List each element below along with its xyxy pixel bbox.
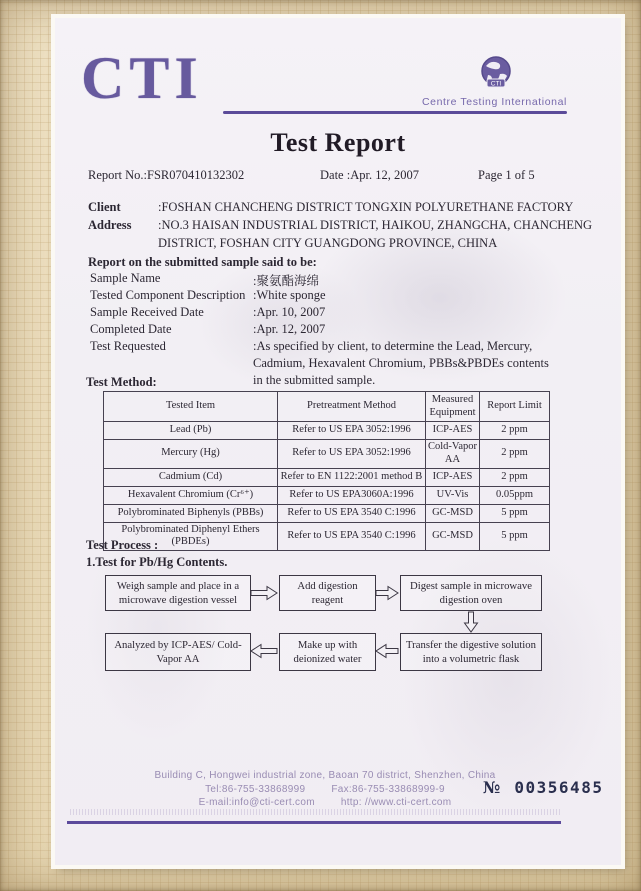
test-requested-line-3: in the submitted sample. (253, 373, 376, 387)
test-process-flowchart (103, 575, 549, 671)
pretreatment-method: Refer to US EPA 3052:1996 (278, 422, 426, 440)
page-indicator: Page 1 of 5 (478, 168, 535, 182)
serial-number-stamp (483, 778, 603, 797)
test-process-heading: Test Process : (86, 538, 159, 552)
report-number: Report No.:FSR070410132302 (88, 168, 245, 182)
measured-equipment: ICP-AES (426, 422, 480, 440)
footer-tel: Tel:86-755-33868999 (205, 783, 306, 795)
footer-address: Building C, Hongwei industrial zone, Baoan 70 district, Shenzhen, China (154, 770, 496, 781)
sample-name-value: :聚氨酯海绵 (253, 274, 319, 288)
report-limit: 2 ppm (480, 468, 550, 486)
table-header-row (104, 392, 550, 422)
report-limit: 0.05ppm (480, 486, 550, 504)
numero-sign: № (483, 778, 501, 797)
tested-item: Cadmium (Cd) (104, 468, 278, 486)
client-label: Client (88, 200, 121, 214)
serial-digits: 00356485 (514, 778, 604, 797)
arrow-right-icon (375, 585, 399, 606)
cti-wordmark: CTI (81, 45, 203, 111)
table-row (104, 504, 550, 522)
arrow-left-icon (250, 643, 278, 664)
sample-section-heading: Report on the submitted sample said to be: (88, 255, 317, 269)
received-date-value: :Apr. 10, 2007 (253, 305, 326, 319)
completed-date-label: Completed Date (90, 322, 172, 336)
flow-step-transfer-solution: Transfer the digestive solution into a volumetric flask (400, 633, 542, 671)
footer-web: http: //www.cti-cert.com (340, 797, 452, 808)
col-report-limit: Report Limit (480, 392, 550, 422)
address-line-2: DISTRICT, FOSHAN CITY GUANGDONG PROVINCE, CHINA (158, 236, 498, 250)
meta-row (88, 168, 588, 184)
tested-item: Polybrominated Diphenyl Ethers (PBDEs) (104, 522, 278, 551)
table-row (104, 522, 550, 551)
test-requested-line-1: :As specified by client, to determine the Lead, Mercury, (253, 339, 533, 353)
brand-name: Centre Testing International (421, 96, 567, 108)
pretreatment-method: Refer to EN 1122:2001 method B (278, 468, 426, 486)
table-row (104, 440, 550, 469)
pretreatment-method: Refer to US EPA 3540 C:1996 (278, 504, 426, 522)
report-limit: 5 ppm (480, 504, 550, 522)
measured-equipment: ICP-AES (426, 468, 480, 486)
test-requested-line-2: Cadmium, Hexavalent Chromium, PBBs&PBDEs contents (253, 356, 549, 370)
pretreatment-method: Refer to US EPA3060A:1996 (278, 486, 426, 504)
report-date: Date :Apr. 12, 2007 (320, 168, 419, 182)
measured-equipment: UV-Vis (426, 486, 480, 504)
client-value: :FOSHAN CHANCHENG DISTRICT TONGXIN POLYURETHANE FACTORY (158, 200, 574, 214)
sample-name-label: Sample Name (90, 271, 161, 285)
test-requested-label: Test Requested (90, 339, 166, 353)
table-row (104, 468, 550, 486)
report-title: Test Report (270, 128, 406, 157)
col-measured-equipment: Measured Equipment (426, 392, 480, 422)
flow-step-analyzed: Analyzed by ICP-AES/ Cold-Vapor AA (105, 633, 251, 671)
flow-step-digest-sample: Digest sample in microwave digestion oven (400, 575, 542, 611)
address-label: Address (88, 218, 132, 232)
footer-contact-block (110, 769, 540, 810)
measured-equipment: GC-MSD (426, 522, 480, 551)
globe-icon (478, 54, 514, 95)
tested-item: Hexavalent Chromium (Cr⁶⁺) (104, 486, 278, 504)
measured-equipment: Cold-Vapor AA (426, 440, 480, 469)
test-process-subheading: 1.Test for Pb/Hg Contents. (86, 555, 228, 569)
table-row (104, 422, 550, 440)
guilloche-band (70, 809, 560, 815)
tested-component-value: :White sponge (253, 288, 326, 302)
received-date-label: Sample Received Date (90, 305, 204, 319)
flow-step-make-up-water: Make up with deionized water (279, 633, 376, 671)
pretreatment-method: Refer to US EPA 3540 C:1996 (278, 522, 426, 551)
report-limit: 2 ppm (480, 440, 550, 469)
flow-step-weigh-sample: Weigh sample and place in a microwave digestion vessel (105, 575, 251, 611)
report-limit: 5 ppm (480, 522, 550, 551)
flow-step-add-reagent: Add digestion reagent (279, 575, 376, 611)
report-limit: 2 ppm (480, 422, 550, 440)
tested-item: Mercury (Hg) (104, 440, 278, 469)
tested-component-label: Tested Component Description (90, 288, 246, 302)
header-rule (223, 111, 567, 114)
arrow-right-icon (250, 585, 278, 606)
pretreatment-method: Refer to US EPA 3052:1996 (278, 440, 426, 469)
report-page (55, 18, 621, 865)
col-tested-item: Tested Item (104, 392, 278, 422)
bottom-rule (67, 821, 561, 824)
address-line-1: :NO.3 HAISAN INDUSTRIAL DISTRICT, HAIKOU, ZHANGCHA, CHANCHENG (158, 218, 593, 232)
arrow-left-icon (375, 643, 399, 664)
svg-text:CTI: CTI (490, 80, 502, 88)
completed-date-value: :Apr. 12, 2007 (253, 322, 326, 336)
test-method-heading: Test Method: (86, 375, 157, 389)
measured-equipment: GC-MSD (426, 504, 480, 522)
footer-fax: Fax:86-755-33868999-9 (331, 783, 445, 795)
footer-email: E-mail:info@cti-cert.com (198, 797, 315, 808)
col-pretreatment-method: Pretreatment Method (278, 392, 426, 422)
tested-item: Lead (Pb) (104, 422, 278, 440)
tested-item: Polybrominated Biphenyls (PBBs) (104, 504, 278, 522)
table-row (104, 486, 550, 504)
test-method-table (103, 391, 550, 551)
